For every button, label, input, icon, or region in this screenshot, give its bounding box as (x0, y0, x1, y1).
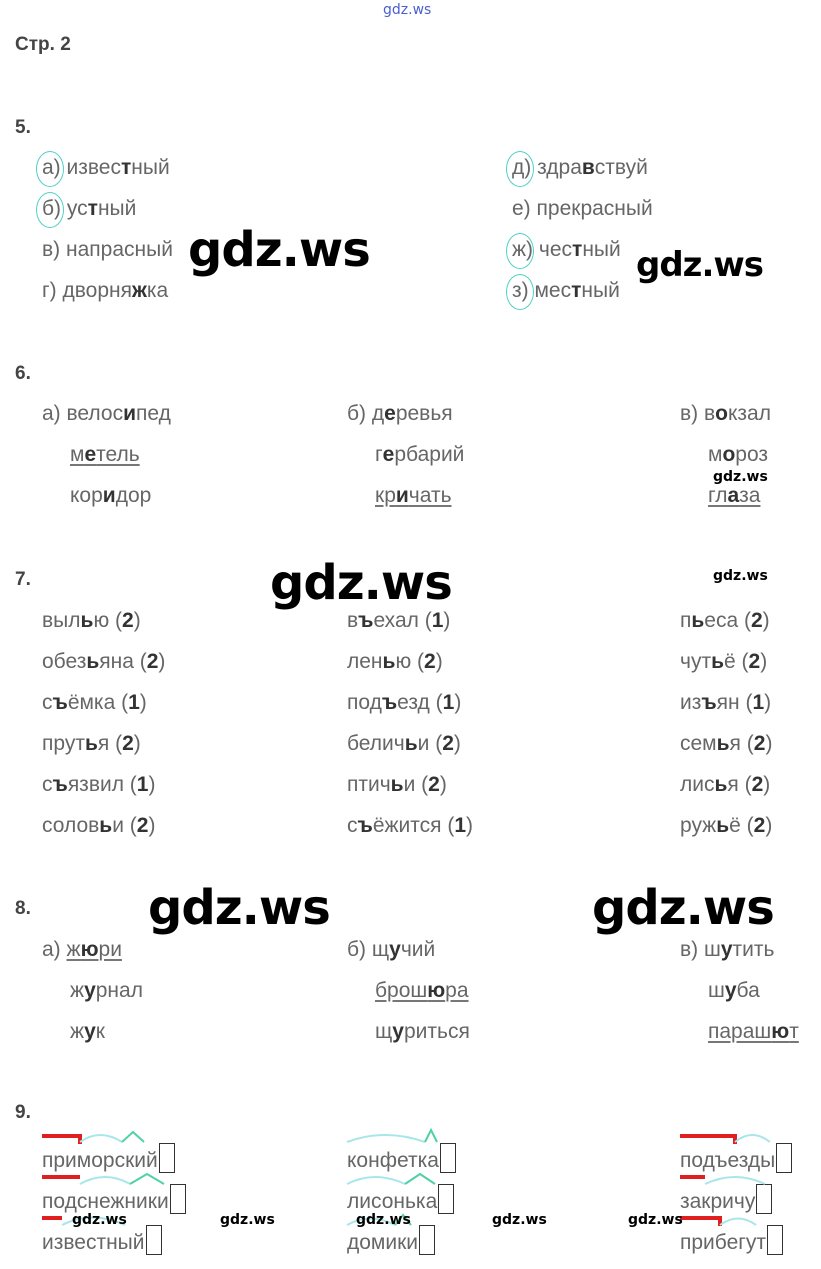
ex8-letter: у (84, 979, 96, 1002)
watermark-10: gdz.ws (356, 1212, 411, 1228)
watermark-4: gdz.ws (270, 555, 452, 611)
ex9-word-text: домики (347, 1231, 419, 1254)
ex8-option-letter: б) (347, 938, 372, 961)
ex7-part: ё (723, 650, 736, 673)
ex8-letter: ю (771, 1020, 790, 1043)
ex7-letter: ъ (52, 691, 68, 714)
ex7-paren: ) (763, 773, 771, 796)
ex5-part: ствуй (594, 156, 648, 179)
ex5-part: ус (66, 197, 88, 220)
ex7-count: 2 (751, 773, 764, 796)
ex6-part: м (70, 443, 85, 466)
ex7-count: 2 (753, 732, 766, 755)
ex5-part: ный (131, 156, 170, 179)
ex7-letter: ь (716, 732, 730, 755)
ex8-part: ш (708, 979, 725, 1002)
ex7-paren: ) (435, 650, 443, 673)
ex5-part: прекрасный (536, 197, 653, 220)
ex6-part: кр (375, 484, 396, 507)
ex7-part: в (347, 609, 359, 632)
ex7-part: ю (395, 650, 412, 673)
ex5-part: мес (534, 279, 572, 302)
ex7-part: с (347, 814, 358, 837)
ex5-letter: т (87, 197, 98, 220)
ex8-part: щ (375, 1020, 393, 1043)
ex7-paren: ) (148, 773, 156, 796)
watermark-11: gdz.ws (492, 1212, 547, 1228)
ex7-part: с (42, 691, 53, 714)
ex7-count: 2 (750, 609, 763, 632)
ex9-word-text: известный (42, 1231, 145, 1254)
ex5-letter: ж (132, 279, 147, 302)
ex9-word-text: лисонька (347, 1190, 438, 1213)
ex7-paren: ( (740, 814, 754, 837)
ex8-part: ж (70, 979, 85, 1002)
ex7-count: 1 (442, 691, 455, 714)
ex7-part: я (727, 773, 739, 796)
ex7-count: 1 (431, 609, 444, 632)
ex7-paren: ( (418, 609, 432, 632)
ex7-part: еса (704, 609, 739, 632)
ex7-part: яна (99, 650, 134, 673)
ex8-part: чий (400, 938, 436, 961)
ex8-part: брош (375, 979, 428, 1002)
ex7-letter: ь (714, 773, 728, 796)
ex6-part: кзал (727, 402, 771, 425)
ex6-letter: е (84, 443, 97, 466)
ex7-paren: ) (139, 691, 147, 714)
ex5-part: ка (146, 279, 169, 302)
ex6-letter: и (123, 402, 137, 425)
ex8-letter: ю (80, 938, 99, 961)
ex6-part: гл (708, 484, 728, 507)
ex7-paren: ) (133, 732, 141, 755)
ex7-part: и (112, 814, 124, 837)
ex6-part: в (703, 402, 716, 425)
watermark-9: gdz.ws (220, 1212, 275, 1228)
ex9-word-text: конфетка (347, 1149, 439, 1172)
ex7-paren: ( (115, 691, 129, 714)
ex7-letter: ь (716, 814, 730, 837)
ex5-option-letter: а) (42, 156, 61, 179)
ex7-paren: ) (148, 814, 156, 837)
ex7-letter: ъ (357, 814, 373, 837)
ex6-part: кор (70, 484, 103, 507)
ex7-part: выл (42, 609, 81, 632)
ex8-part: т (789, 1020, 799, 1043)
ex7-paren: ( (740, 732, 754, 755)
ex7-part: езд (397, 691, 430, 714)
ex7-count: 2 (136, 814, 149, 837)
ex7-paren: ( (133, 650, 147, 673)
ex7-part: и (417, 732, 430, 755)
ex7-part: чут (680, 650, 712, 673)
ex7-paren: ) (762, 609, 770, 632)
ex7-paren: ( (738, 609, 751, 632)
ex7-letter: ь (382, 650, 396, 673)
ex8-part: ж (70, 1020, 85, 1043)
ex7-paren: ( (411, 650, 425, 673)
ex5-option-letter: е) (512, 197, 531, 220)
top-watermark: gdz.ws (383, 2, 432, 18)
ex7-part: язвил (67, 773, 124, 796)
ex9-word-text: прибегут (680, 1231, 767, 1254)
ex7-paren: ) (454, 691, 462, 714)
ex8-letter: у (84, 1020, 96, 1043)
exercise-6-number: 6. (15, 363, 31, 384)
ex6-letter: о (715, 402, 728, 425)
ex7-paren: ) (466, 814, 474, 837)
ex7-count: 1 (752, 691, 765, 714)
ex8-option-letter: а) (42, 938, 67, 961)
ex7-count: 2 (748, 650, 761, 673)
ex5-letter: т (571, 279, 582, 302)
ex7-paren: ( (429, 691, 443, 714)
ex7-letter: ъ (52, 773, 68, 796)
ex7-part: солов (42, 814, 100, 837)
ex6-part: тель (96, 443, 140, 466)
ex7-letter: ь (84, 732, 98, 755)
ex6-part: за (739, 484, 761, 507)
ex7-letter: ь (99, 814, 113, 837)
ex7-part: я (97, 732, 110, 755)
watermark-7: gdz.ws (592, 880, 774, 936)
ex5-part: ный (581, 279, 620, 302)
ex7-part: п (680, 609, 692, 632)
ex7-letter: ъ (701, 691, 717, 714)
ex8-letter: у (724, 979, 737, 1002)
ex7-part: с (42, 773, 53, 796)
ex7-paren: ) (764, 691, 772, 714)
watermark-1: gdz.ws (188, 222, 370, 278)
ex7-paren: ) (765, 814, 773, 837)
ex7-paren: ) (158, 650, 166, 673)
ex8-part: щ (371, 938, 390, 961)
ex5-part: ный (97, 197, 137, 220)
watermark-6: gdz.ws (148, 880, 330, 936)
ex7-part: под (347, 691, 382, 714)
ex7-letter: ь (86, 650, 100, 673)
ex7-part: обез (42, 650, 87, 673)
ex7-paren: ( (429, 732, 443, 755)
ex6-letter: о (722, 443, 736, 466)
ex7-count: 2 (753, 814, 766, 837)
ex7-part: ю (93, 609, 110, 632)
ex7-letter: ь (80, 609, 94, 632)
ex7-paren: ) (453, 732, 461, 755)
ex6-part: пед (136, 402, 171, 425)
ex9-word-text: приморский (42, 1149, 158, 1172)
ex8-letter: у (392, 1020, 404, 1043)
ex7-part: ё (729, 814, 741, 837)
ex6-part: ревья (395, 402, 453, 425)
ex7-count: 1 (454, 814, 467, 837)
ex8-letter: ю (427, 979, 446, 1002)
ex5-option-letter: б) (42, 197, 62, 220)
ex7-part: белич (347, 732, 405, 755)
ex7-paren: ( (738, 773, 752, 796)
exercise-8-number: 8. (15, 898, 31, 919)
ex8-letter: у (389, 938, 401, 961)
ex8-part: к (95, 1020, 105, 1043)
ex6-part: д (371, 402, 385, 425)
ex8-part: ш (703, 938, 721, 961)
ex6-letter: и (395, 484, 409, 507)
ex9-word-text: подснежники (42, 1190, 169, 1213)
ex7-letter: ь (711, 650, 724, 673)
ex7-paren: ( (441, 814, 455, 837)
ex7-count: 1 (128, 691, 140, 714)
ex6-part: роз (735, 443, 769, 466)
ex7-part: сем (680, 732, 717, 755)
watermark-12: gdz.ws (628, 1212, 683, 1228)
ex7-letter: ъ (381, 691, 398, 714)
ex5-part: ный (582, 238, 621, 261)
ex7-part: лис (680, 773, 715, 796)
ex8-part: ж (66, 938, 81, 961)
ex7-paren: ( (109, 732, 123, 755)
ex5-option-letter: г) (42, 279, 57, 302)
ex6-part: велос (66, 402, 124, 425)
ex7-paren: ( (109, 609, 123, 632)
ex6-letter: е (382, 443, 395, 466)
ex8-part: ра (445, 979, 469, 1002)
ex7-count: 2 (428, 773, 440, 796)
ex7-part: лен (347, 650, 383, 673)
ex8-part: тить (732, 938, 775, 961)
ex7-part: прут (42, 732, 85, 755)
ex7-paren: ( (123, 814, 137, 837)
ex7-count: 2 (424, 650, 436, 673)
ex7-paren: ( (123, 773, 137, 796)
ex7-count: 2 (146, 650, 159, 673)
ex6-letter: и (102, 484, 116, 507)
ex6-part: чать (408, 484, 452, 507)
ex6-part: рбарий (394, 443, 465, 466)
ex7-letter: ъ (358, 609, 374, 632)
ex6-part: дор (115, 484, 152, 507)
ex7-paren: ( (735, 650, 749, 673)
ex6-option-letter: а) (42, 402, 67, 425)
ex6-option-letter: б) (347, 402, 372, 425)
ex8-part: рнал (95, 979, 143, 1002)
ex6-part: г (375, 443, 383, 466)
ex5-option-letter: в) (42, 238, 61, 261)
ex7-count: 2 (122, 609, 134, 632)
ex8-part: параш (708, 1020, 772, 1043)
ex7-letter: ь (390, 773, 404, 796)
ex7-paren: ) (133, 609, 141, 632)
ex5-part: дворня (62, 279, 133, 302)
ex8-part: риться (403, 1020, 470, 1043)
ex5-option-letter: з) (512, 279, 529, 302)
ex5-part: извес (66, 156, 121, 179)
ex7-paren: ) (765, 732, 773, 755)
ex7-part: из (680, 691, 702, 714)
exercise-5-number: 5. (15, 117, 31, 138)
ex7-count: 2 (442, 732, 454, 755)
ex5-part: чес (538, 238, 573, 261)
ex6-part: м (708, 443, 723, 466)
ex8-option-letter: в) (680, 938, 704, 961)
watermark-2: gdz.ws (636, 245, 764, 285)
exercise-7-number: 7. (15, 569, 31, 590)
ex8-part: ба (736, 979, 760, 1002)
ex7-paren: ) (760, 650, 768, 673)
watermark-8: gdz.ws (72, 1212, 127, 1228)
ex6-letter: а (727, 484, 740, 507)
ex7-part: я (729, 732, 741, 755)
page-title: Стр. 2 (15, 34, 71, 55)
ex7-count: 2 (122, 732, 134, 755)
ex7-part: ян (716, 691, 740, 714)
ex7-paren: ) (439, 773, 447, 796)
ex7-part: руж (680, 814, 717, 837)
ex7-letter: ь (404, 732, 418, 755)
ex7-paren: ) (443, 609, 451, 632)
ex5-letter: т (572, 238, 583, 261)
exercise-9-number: 9. (15, 1102, 31, 1123)
ex6-option-letter: в) (680, 402, 704, 425)
ex5-option-letter: ж) (512, 238, 534, 261)
ex7-paren: ( (415, 773, 429, 796)
watermark-3: gdz.ws (713, 469, 768, 485)
ex6-letter: е (384, 402, 396, 425)
ex8-letter: у (720, 938, 733, 961)
ex7-part: ёмка (67, 691, 116, 714)
ex7-part: ехал (373, 609, 419, 632)
ex7-count: 1 (136, 773, 149, 796)
ex9-word-text: закричу (680, 1190, 756, 1213)
ex5-option-letter: д) (512, 156, 532, 179)
ex7-part: и (403, 773, 416, 796)
ex5-part: здра (537, 156, 582, 179)
ex7-letter: ь (691, 609, 705, 632)
ex9-word-text: подъезды (680, 1149, 776, 1172)
ex8-part: ри (98, 938, 122, 961)
ex5-letter: в (581, 156, 595, 179)
ex7-part: ёжится (372, 814, 442, 837)
ex7-paren: ( (739, 691, 753, 714)
ex5-letter: т (121, 156, 132, 179)
ex5-part: напрасный (66, 238, 173, 261)
ex7-part: птич (347, 773, 391, 796)
watermark-5: gdz.ws (713, 568, 768, 584)
